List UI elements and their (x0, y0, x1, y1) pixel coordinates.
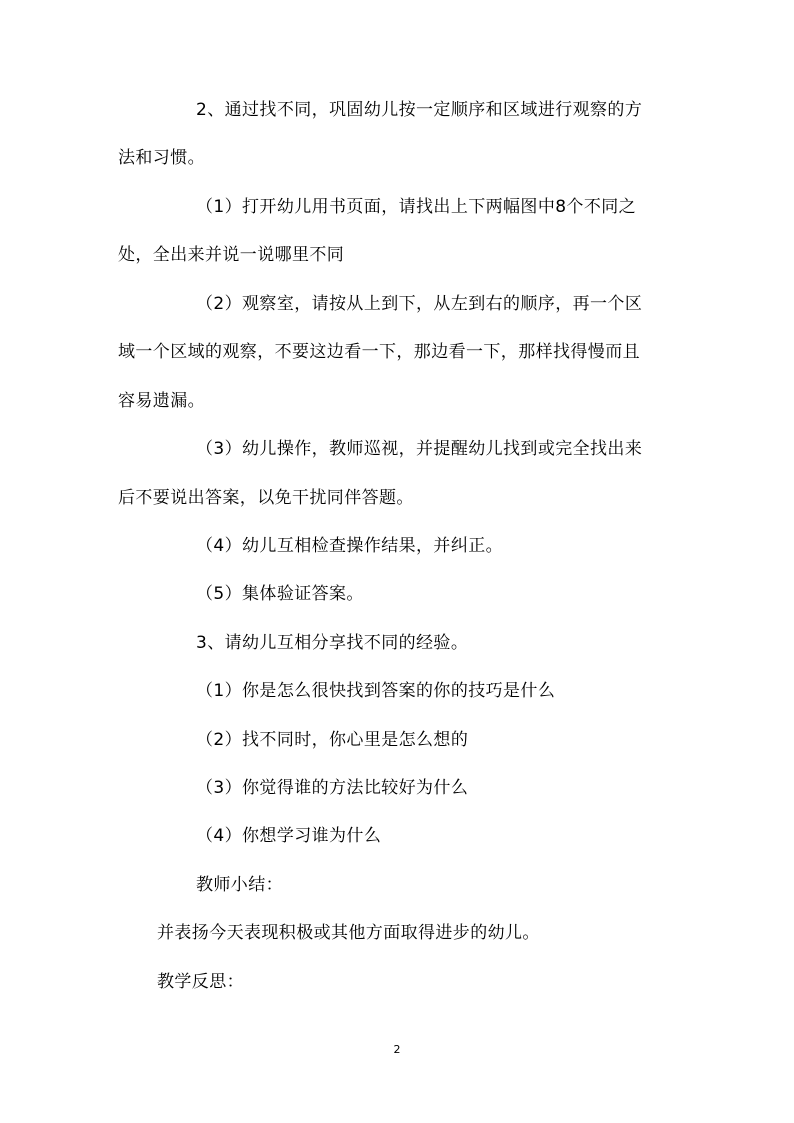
paragraph-line: （4）幼儿互相检查操作结果，并纠正。 (196, 536, 504, 556)
paragraph-line: （3）你觉得谁的方法比较好为什么 (196, 778, 469, 798)
paragraph-line: （2）找不同时，你心里是怎么想的 (196, 730, 469, 750)
paragraph-line: （5）集体验证答案。 (196, 584, 364, 604)
paragraph-line: 容易遗漏。 (118, 391, 205, 411)
paragraph-line: 并表扬今天表现积极或其他方面取得进步的幼儿。 (157, 923, 540, 943)
paragraph-line: 域一个区域的观察，不要这边看一下，那边看一下，那样找得慢而且 (118, 342, 640, 362)
paragraph-line: （3）幼儿操作，教师巡视，并提醒幼儿找到或完全找出来 (196, 439, 643, 459)
paragraph-line: （2）观察室，请按从上到下，从左到右的顺序，再一个区 (196, 294, 643, 314)
page-number: 2 (393, 1043, 401, 1056)
paragraph-line: （1）你是怎么很快找到答案的你的技巧是什么 (196, 681, 556, 701)
paragraph-line: 法和习惯。 (118, 148, 205, 168)
paragraph-line: （4）你想学习谁为什么 (196, 826, 382, 846)
paragraph-line: 2、通过找不同，巩固幼儿按一定顺序和区域进行观察的方 (196, 100, 643, 120)
paragraph-line: 教师小结： (196, 875, 283, 895)
paragraph-line: 3、请幼儿互相分享找不同的经验。 (196, 633, 469, 653)
paragraph-line: 处，全出来并说一说哪里不同 (118, 245, 345, 265)
paragraph-line: 后不要说出答案，以免干扰同伴答题。 (118, 488, 414, 508)
paragraph-line: （1）打开幼儿用书页面，请找出上下两幅图中8个不同之 (196, 197, 637, 217)
paragraph-line: 教学反思： (157, 972, 244, 992)
